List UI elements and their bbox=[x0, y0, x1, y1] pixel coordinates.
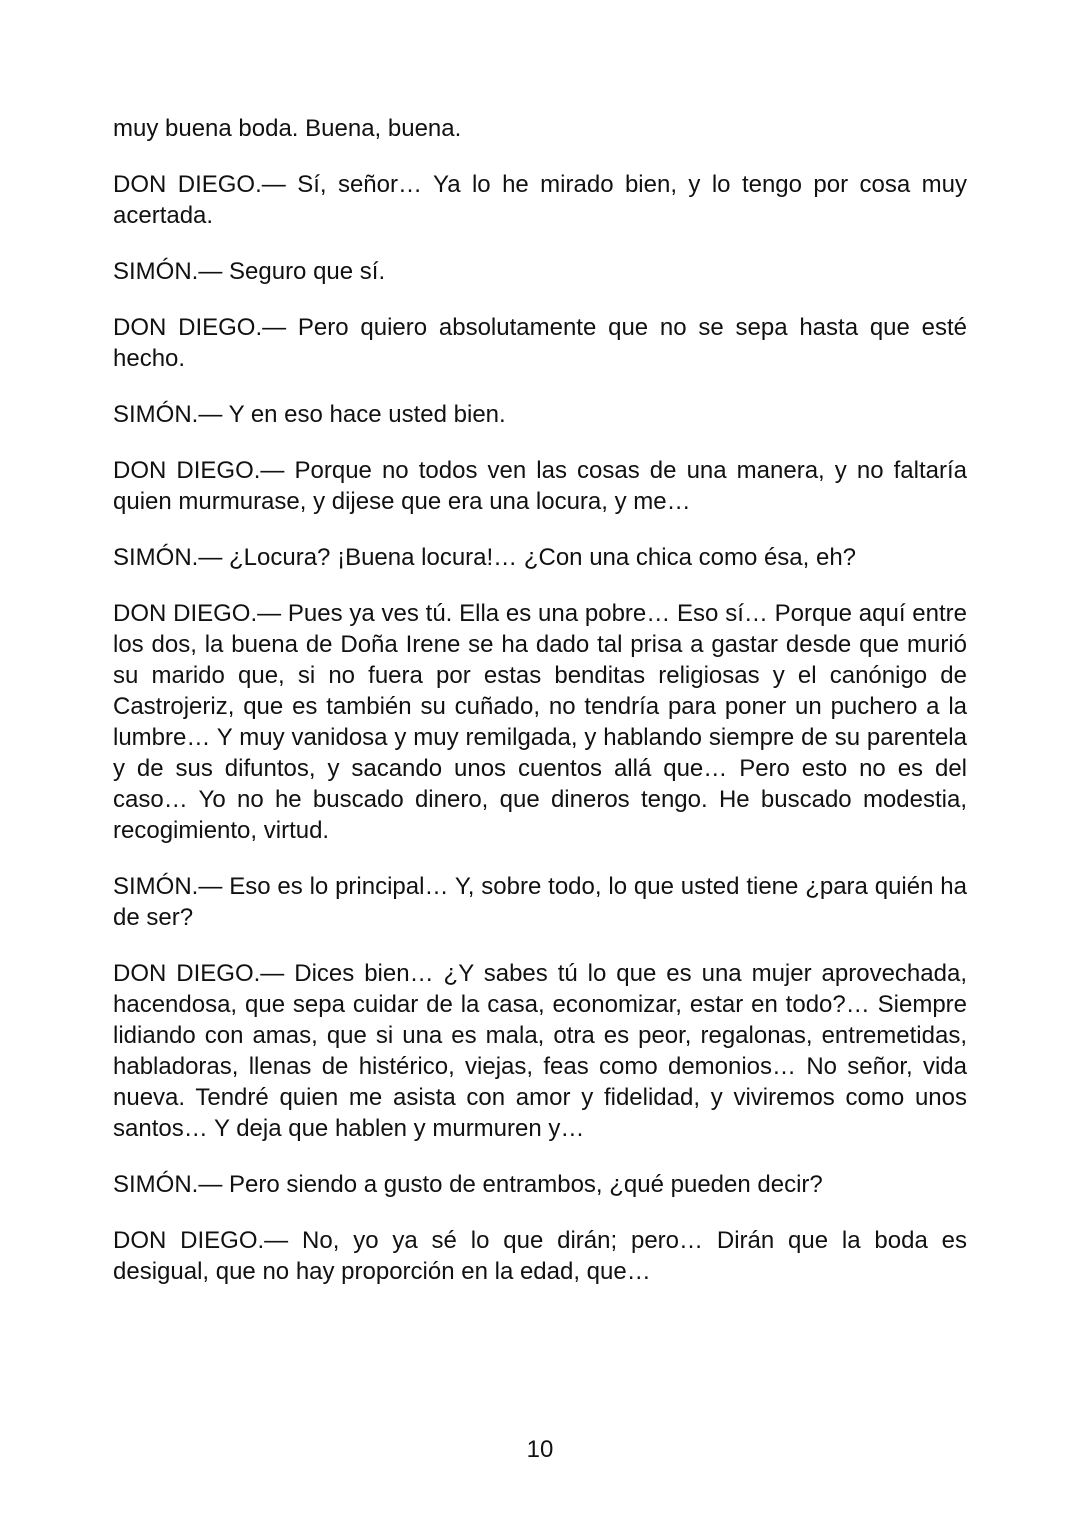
dialogue-paragraph bbox=[113, 312, 967, 374]
page-number: 10 bbox=[526, 1436, 554, 1463]
dialogue-paragraph bbox=[113, 958, 967, 1144]
dialogue-text: Porque no todos ven las cosas de una manera, y no faltaría quien murmurase, y dijese que era una locura, y me… bbox=[113, 457, 968, 515]
dialogue-text: Pero quiero absolutamente que no se sepa hasta que esté hecho. bbox=[113, 314, 967, 372]
dialogue-text: No, yo ya sé lo que dirán; pero… Dirán que la boda es desigual, que no hay proporción en la edad, que… bbox=[113, 1227, 967, 1285]
speaker-name: SIMÓN.— bbox=[113, 1171, 230, 1198]
dialogue-paragraph bbox=[113, 169, 967, 231]
dialogue-text: ¿Locura? ¡Buena locura!… ¿Con una chica como ésa, eh? bbox=[229, 544, 857, 571]
dialogue-paragraph bbox=[113, 399, 967, 430]
dialogue-text: Sí, señor… Ya lo he mirado bien, y lo tengo por cosa muy acertada. bbox=[113, 171, 967, 229]
speaker-name: DON DIEGO.— bbox=[113, 457, 295, 484]
speaker-name: SIMÓN.— bbox=[113, 258, 230, 285]
dialogue-text: Dices bien… ¿Y sabes tú lo que es una mujer aprovechada, hacendosa, que sepa cuidar de la casa, economizar, estar en todo?… Siempre lidiando con amas, que si una es mala, otra es peor, regalonas, entremetidas, habladoras, llenas de histérico, viejas, feas como demonios… No señor, vida nueva. Tendré quien me asista con amor y fidelidad, y viviremos como unos santos… Y deja que hablen y murmuren y… bbox=[113, 960, 967, 1142]
dialogue-text: Eso es lo principal… Y, sobre todo, lo que usted tiene ¿para quién ha de ser? bbox=[113, 873, 967, 931]
dialogue-text: muy buena boda. Buena, buena. bbox=[113, 115, 462, 142]
speaker-name: SIMÓN.— bbox=[113, 401, 229, 428]
dialogue-paragraph bbox=[113, 1225, 967, 1287]
speaker-name: DON DIEGO.— bbox=[113, 171, 298, 198]
dialogue-paragraph bbox=[113, 256, 967, 287]
paragraph-continuation bbox=[113, 113, 967, 144]
dialogue-paragraph bbox=[113, 1169, 967, 1200]
dialogue-text: Pero siendo a gusto de entrambos, ¿qué pueden decir? bbox=[229, 1171, 823, 1198]
dialogue-paragraph bbox=[113, 598, 967, 846]
speaker-name: SIMÓN.— bbox=[113, 544, 230, 571]
dialogue-paragraph bbox=[113, 455, 967, 517]
speaker-name: DON DIEGO.— bbox=[113, 960, 295, 987]
speaker-name: DON DIEGO.— bbox=[113, 600, 288, 627]
speaker-name: DON DIEGO.— bbox=[113, 314, 298, 341]
dialogue-paragraph bbox=[113, 871, 967, 933]
dialogue-paragraph bbox=[113, 542, 967, 573]
speaker-name: DON DIEGO.— bbox=[113, 1227, 303, 1254]
dialogue-text: Seguro que sí. bbox=[229, 258, 386, 285]
speaker-name: SIMÓN.— bbox=[113, 873, 230, 900]
dialogue-text: Y en eso hace usted bien. bbox=[228, 401, 506, 428]
document-body bbox=[113, 113, 967, 1312]
dialogue-text: Pues ya ves tú. Ella es una pobre… Eso sí… Porque aquí entre los dos, la buena de Doña Irene se ha dado tal prisa a gastar desde que murió su marido que, si no fuera por estas benditas religiosas y el canónigo de Castrojeriz, que es también su cuñado, no tendría para poner un puchero a la lumbre… Y muy vanidosa y muy remilgada, y hablando siempre de su parentela y de sus difuntos, y sacando unos cuentos allá que… Pero esto no es del caso… Yo no he buscado dinero, que dineros tengo. He buscado modestia, recogimiento, virtud. bbox=[113, 600, 968, 844]
